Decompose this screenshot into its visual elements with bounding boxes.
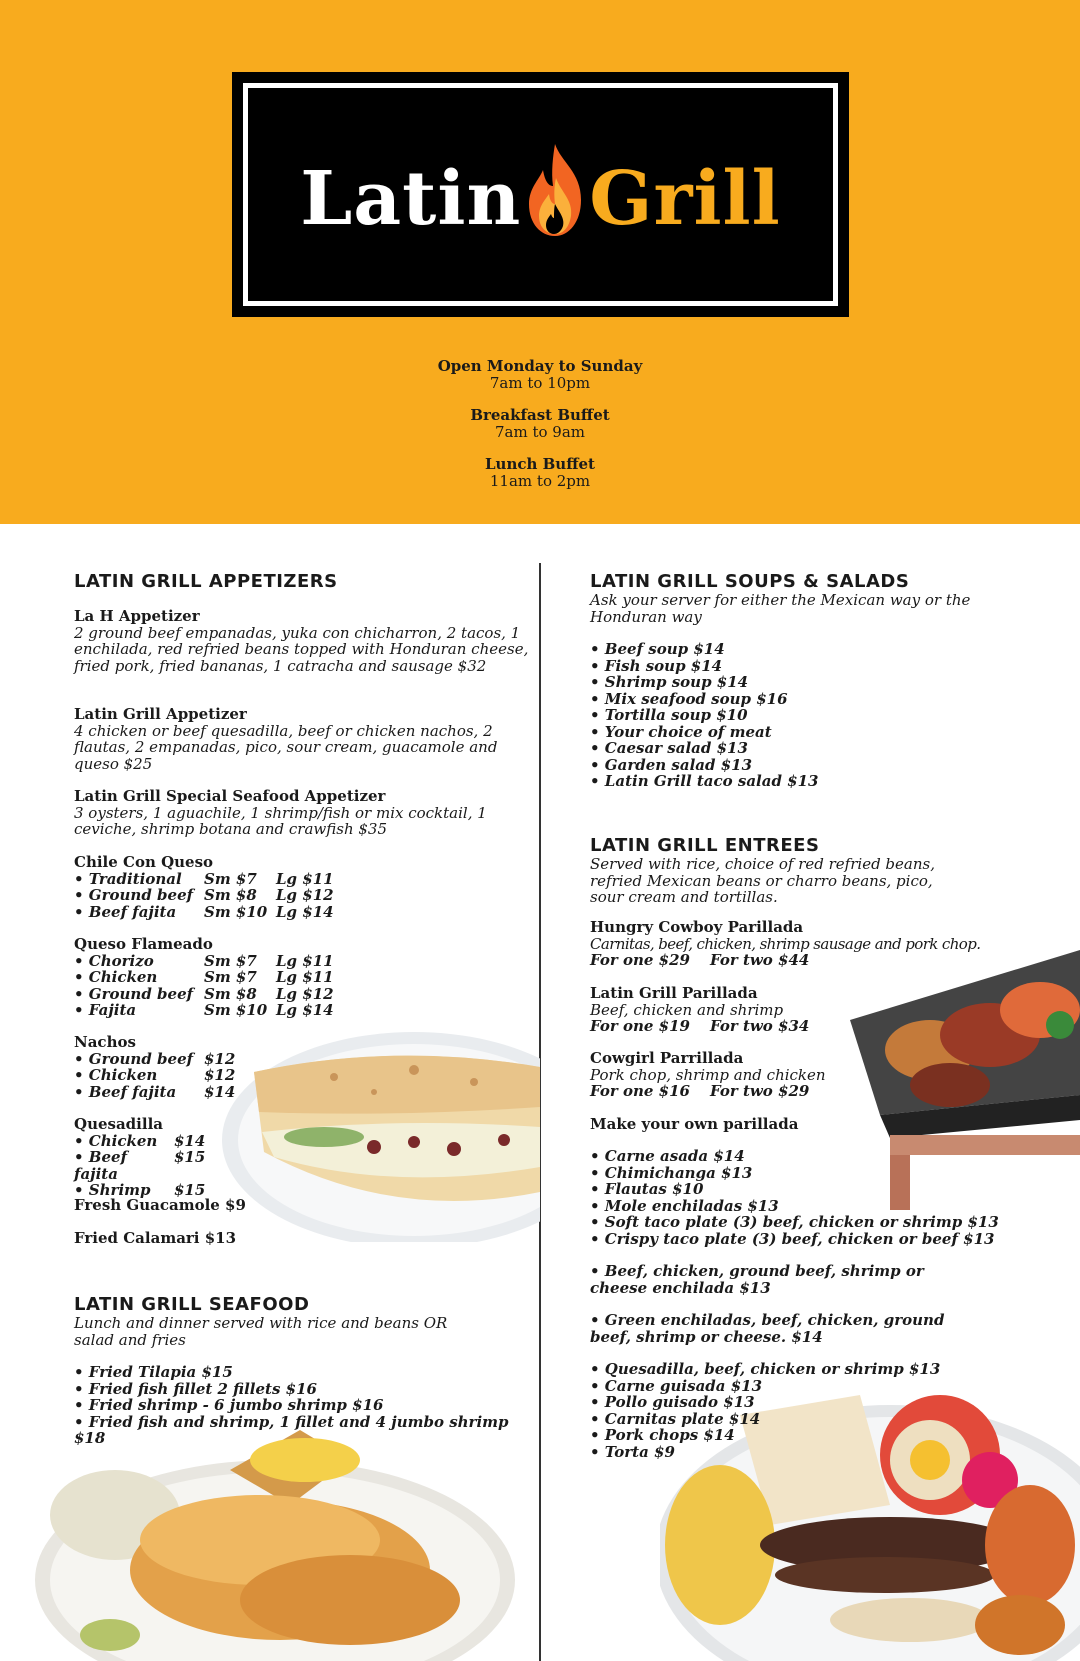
- logo-text: [232, 142, 849, 242]
- list-item: • Carnitas plate $14: [590, 1409, 761, 1428]
- price: $12: [204, 1066, 236, 1084]
- menu-item-seafood-appetizer: [74, 788, 536, 838]
- item-name: Nachos: [74, 1033, 136, 1051]
- list-item: • Carne asada $14: [590, 1147, 745, 1165]
- list-item: • Caesar salad $13: [590, 739, 748, 757]
- fried-fish-photo: [30, 1430, 520, 1661]
- menu-item-latin-grill-parillada: [590, 985, 870, 1035]
- hours-breakfast: [0, 407, 1080, 441]
- list-item: • Pork chops $14: [590, 1426, 735, 1444]
- price-large: Lg $11: [276, 869, 334, 888]
- flame-icon: [523, 142, 587, 238]
- hours-title: Lunch Buffet: [485, 455, 595, 473]
- list-item: • Your choice of meat: [590, 722, 772, 741]
- option-name: • Chicken: [74, 968, 158, 986]
- price-row: [74, 1002, 536, 1019]
- price-row: [74, 1084, 274, 1101]
- price-row: [74, 1133, 274, 1150]
- item-name: Cowgirl Parrillada: [590, 1049, 744, 1067]
- price-large: Lg $12: [276, 984, 334, 1003]
- option-name: • Ground beef: [74, 1049, 194, 1068]
- list-item: • Green enchiladas, beef, chicken, ground beef, shrimp or cheese. $14: [590, 1311, 945, 1346]
- price-for-one: For one $29: [590, 951, 690, 969]
- make-your-own-heading: [590, 1116, 1070, 1133]
- section-entrees: [590, 836, 1070, 906]
- hours-lunch: [0, 456, 1080, 490]
- menu-item-quesadilla: [74, 1116, 274, 1199]
- list-item: • Shrimp soup $14: [590, 673, 749, 691]
- menu-item-hungry-cowboy: [590, 919, 1070, 969]
- entree-list-1: [590, 1148, 1070, 1247]
- option-name: • Beef fajita: [74, 1148, 128, 1183]
- price-small: Sm $8: [204, 886, 257, 904]
- option-name: • Chicken: [74, 1066, 158, 1084]
- hours-time: 7am to 10pm: [489, 374, 591, 392]
- entree-green-enchiladas: [590, 1312, 970, 1345]
- list-item: • Beef soup $14: [590, 640, 725, 658]
- section-desc: Served with rice, choice of red refried beans, refried Mexican beans or charro beans, pico, sour cream and tortillas.: [590, 855, 935, 906]
- option-name: • Ground beef: [74, 886, 194, 904]
- price-for-two: For two $29: [710, 1082, 810, 1100]
- menu-item-la-h: [74, 608, 536, 674]
- price-row: [74, 904, 536, 921]
- item-desc: 3 oysters, 1 aguachile, 1 shrimp/fish or mix cocktail, 1 ceviche, shrimp botana and crawfish $35: [74, 803, 487, 838]
- section-title-appetizers: LATIN GRILL APPETIZERS: [74, 571, 338, 592]
- menu-item-queso-flameado: [74, 936, 536, 1019]
- list-item: • Fish soup $14: [590, 656, 723, 675]
- price: $14: [204, 1082, 236, 1101]
- logo: [232, 72, 849, 317]
- item-desc: 4 chicken or beef quesadilla, beef or chicken nachos, 2 flautas, 2 empanadas, pico, sour cream, guacamole and queso $25: [74, 721, 498, 773]
- menu-item-cowgirl-parrillada: [590, 1050, 870, 1100]
- hours-info: [0, 358, 1080, 505]
- list-item: • Garden salad $13: [590, 755, 753, 774]
- item-name: Make your own parillada: [590, 1115, 799, 1133]
- price-row: [74, 1051, 274, 1068]
- price-small: Sm $7: [204, 869, 257, 888]
- price-large: Lg $12: [276, 886, 334, 904]
- item-name: La H Appetizer: [74, 607, 200, 625]
- list-item: • Fried shrimp - 6 jumbo shrimp $16: [74, 1396, 384, 1414]
- menu-item-nachos: [74, 1034, 274, 1100]
- price-small: Sm $10: [204, 1001, 268, 1019]
- price-row: [74, 969, 536, 986]
- list-item: • Mole enchiladas $13: [590, 1196, 779, 1215]
- list-item: • Fried fish and shrimp, 1 fillet and 4 jumbo shrimp $18: [74, 1412, 509, 1447]
- entree-list-2: [590, 1361, 1070, 1460]
- option-name: • Traditional: [74, 869, 182, 888]
- price-row: [74, 986, 536, 1003]
- price-row: [74, 887, 536, 904]
- price-row: [74, 1067, 274, 1084]
- hours-time: 11am to 2pm: [489, 472, 591, 490]
- price-small: Sm $7: [204, 968, 257, 986]
- list-item: • Fried fish fillet 2 fillets $16: [74, 1379, 317, 1398]
- item-desc: Pork chop, shrimp and chicken: [590, 1065, 826, 1084]
- option-name: • Chorizo: [74, 951, 154, 970]
- price-for-one: For one $19: [590, 1017, 690, 1035]
- item-name: Latin Grill Parillada: [590, 984, 758, 1002]
- section-title-seafood: LATIN GRILL SEAFOOD: [74, 1294, 310, 1315]
- price: $15: [174, 1181, 206, 1199]
- option-name: • Fajita: [74, 1001, 137, 1019]
- menu-item-guacamole: [74, 1197, 536, 1214]
- option-name: • Shrimp: [74, 1181, 151, 1199]
- list-item: • Flautas $10: [590, 1180, 704, 1198]
- price-for-two: For two $44: [710, 951, 810, 969]
- price-row: [74, 871, 536, 888]
- list-item: • Carne guisada $13: [590, 1376, 763, 1395]
- logo-word-grill: Grill: [589, 156, 781, 242]
- section-title-entrees: LATIN GRILL ENTREES: [590, 835, 820, 856]
- logo-word-latin: Latin: [300, 156, 522, 242]
- option-name: • Beef fajita: [74, 902, 177, 921]
- price-large: Lg $11: [276, 968, 334, 986]
- item-name: Quesadilla: [74, 1115, 163, 1133]
- price-small: Sm $8: [204, 984, 257, 1003]
- price: $12: [204, 1049, 236, 1068]
- price-small: Sm $10: [204, 902, 268, 921]
- section-seafood: [74, 1295, 536, 1447]
- price-large: Lg $14: [276, 1001, 334, 1019]
- hours-title: Open Monday to Sunday: [437, 357, 643, 375]
- item-name: Latin Grill Appetizer: [74, 705, 247, 723]
- item-desc: 2 ground beef empanadas, yuka con chicharron, 2 tacos, 1 enchilada, red refried beans topped with Honduran cheese, fried pork, fried bananas, 1 catracha and sausage $32: [74, 623, 529, 675]
- section-title-soups: LATIN GRILL SOUPS & SALADS: [590, 571, 910, 592]
- header-banner: [0, 0, 1080, 524]
- list-item: • Soft taco plate (3) beef, chicken or shrimp $13: [590, 1213, 999, 1231]
- price-row: [74, 1149, 274, 1182]
- item-name: Fresh Guacamole $9: [74, 1196, 246, 1214]
- menu-item-latin-grill-appetizer: [74, 706, 536, 772]
- menu-item-calamari: [74, 1230, 536, 1247]
- price-large: Lg $14: [276, 902, 334, 921]
- list-item: • Beef, chicken, ground beef, shrimp or cheese enchilada $13: [590, 1262, 924, 1297]
- list-item: • Fried Tilapia $15: [74, 1363, 233, 1381]
- price: $14: [174, 1131, 206, 1150]
- item-name: Latin Grill Special Seafood Appetizer: [74, 787, 386, 805]
- item-name: Fried Calamari $13: [74, 1229, 237, 1247]
- option-name: • Ground beef: [74, 984, 194, 1003]
- option-name: • Chicken: [74, 1131, 158, 1150]
- item-name: Queso Flameado: [74, 935, 213, 953]
- price-large: Lg $11: [276, 951, 334, 970]
- entree-enchilada: [590, 1263, 970, 1296]
- price-for-one: For one $16: [590, 1082, 690, 1100]
- list-item: • Torta $9: [590, 1442, 675, 1461]
- list-item: • Chimichanga $13: [590, 1163, 753, 1182]
- list-item: • Crispy taco plate (3) beef, chicken or beef $13: [590, 1229, 995, 1248]
- list-item: • Tortilla soup $10: [590, 706, 748, 724]
- item-desc: Carnitas, beef, chicken, shrimp sausage and pork chop.: [590, 934, 981, 953]
- price-for-two: For two $34: [710, 1017, 810, 1035]
- price-row: [74, 953, 536, 970]
- hours-time: 7am to 9am: [494, 423, 585, 441]
- price: $15: [174, 1148, 206, 1166]
- list-item: • Latin Grill taco salad $13: [590, 772, 819, 790]
- price-small: Sm $7: [204, 951, 257, 970]
- menu-item-chile-con-queso: [74, 854, 536, 920]
- section-desc: Ask your server for either the Mexican way or the Honduran way: [590, 591, 971, 626]
- item-desc: Beef, chicken and shrimp: [590, 1000, 784, 1019]
- hours-title: Breakfast Buffet: [470, 406, 610, 424]
- list-item: • Quesadilla, beef, chicken or shrimp $13: [590, 1360, 941, 1378]
- section-desc: Lunch and dinner served with rice and beans OR salad and fries: [74, 1314, 448, 1349]
- section-soups: [590, 572, 1070, 790]
- option-name: • Beef fajita: [74, 1082, 177, 1101]
- hours-open: [0, 358, 1080, 392]
- list-item: • Pollo guisado $13: [590, 1393, 755, 1411]
- item-name: Hungry Cowboy Parillada: [590, 918, 804, 936]
- item-name: Chile Con Queso: [74, 853, 214, 871]
- list-item: • Mix seafood soup $16: [590, 689, 788, 708]
